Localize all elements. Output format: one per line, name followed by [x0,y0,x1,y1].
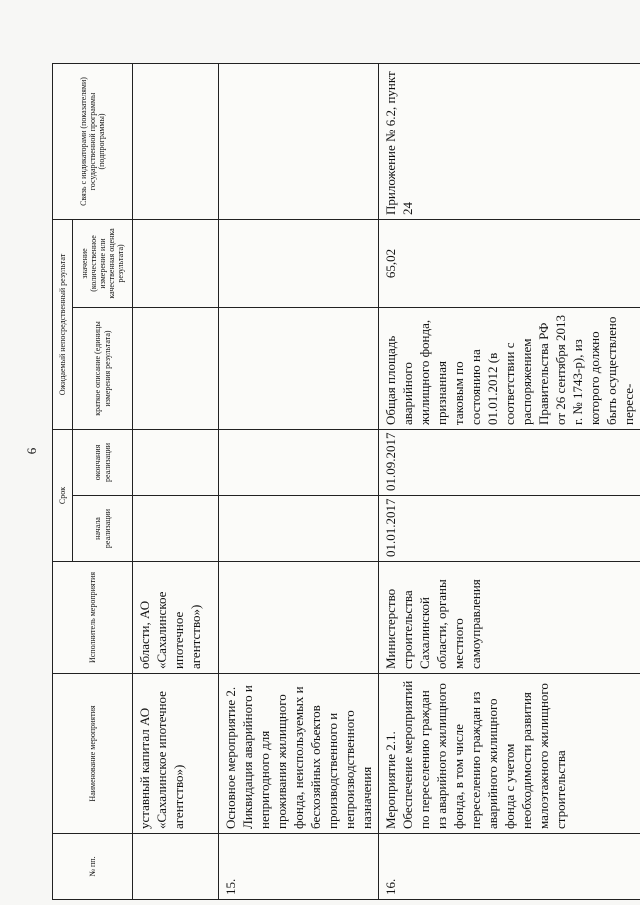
cell-name: Основное мероприятие 2. Ликвидация аварийного и непригодного для проживания жилищного фонда, неиспользуемых и бесхозяйных объектов производственного и непроизводственного назначения [219,674,379,834]
header-result-desc: краткое описание (единицы измерения результата) [73,307,133,429]
header-name: Наименование мероприятия [53,674,133,834]
header-result-value: значение (количественное измерение или качественная оценка результата) [73,219,133,307]
cell-value [133,219,219,307]
cell-end [133,429,219,495]
cell-start [133,496,219,562]
header-num: № пп. [53,834,133,900]
cell-end [219,429,379,495]
cell-value [219,219,379,307]
cell-link [219,63,379,219]
table-row [133,63,219,899]
table-row [219,63,379,899]
header-term-end: окончания реализации [73,429,133,495]
events-table [52,63,640,900]
cell-num: 15. [219,834,379,900]
cell-executor: Министерство строительства Сахалинской области, органы местного самоуправления [379,562,640,674]
cell-desc [219,307,379,429]
cell-link [133,63,219,219]
header-result: Ожидаемый непосредственный результат [53,219,73,429]
cell-desc: Общая площадь аварийного жилищного фонда, признанная таковым по состоянию на 01.01.2012 (в соответствии с распоряжением Правительства РФ от 26 сентября 2013 г. № 1743-р), из которого должно быть осуществлено пересе- [379,307,640,429]
cell-num [133,834,219,900]
cell-name: Мероприятие 2.1. Обеспечение мероприятий по переселению граждан из аварийного жилищного фонда, в том числе переселению граждан из аварийного жилищного фонда с учетом необходимости развития малоэтажного жилищного строительства [379,674,640,834]
cell-executor: области, АО «Сахалинское ипотечное агентство») [133,562,219,674]
header-executor: Исполнитель мероприятия [53,562,133,674]
cell-num: 16. [379,834,640,900]
header-term: Срок [53,429,73,561]
header-term-start: начала реализации [73,496,133,562]
page-number: 6 [24,447,39,455]
cell-link: Приложение № 6.2, пункт 24 [379,63,640,219]
table-row [379,63,640,899]
cell-desc [133,307,219,429]
rotated-table-container [52,64,636,900]
cell-executor [219,562,379,674]
cell-start: 01.01.2017 [379,496,640,562]
cell-end: 01.09.2017 [379,429,640,495]
cell-name: уставный капитал АО «Сахалинское ипотечное агентство») [133,674,219,834]
cell-start [219,496,379,562]
header-row-1 [53,63,73,899]
cell-value: 65,02 [379,219,640,307]
header-link: Связь с индикаторами (показателями) государственной программы (подпрограммы) [53,63,133,219]
